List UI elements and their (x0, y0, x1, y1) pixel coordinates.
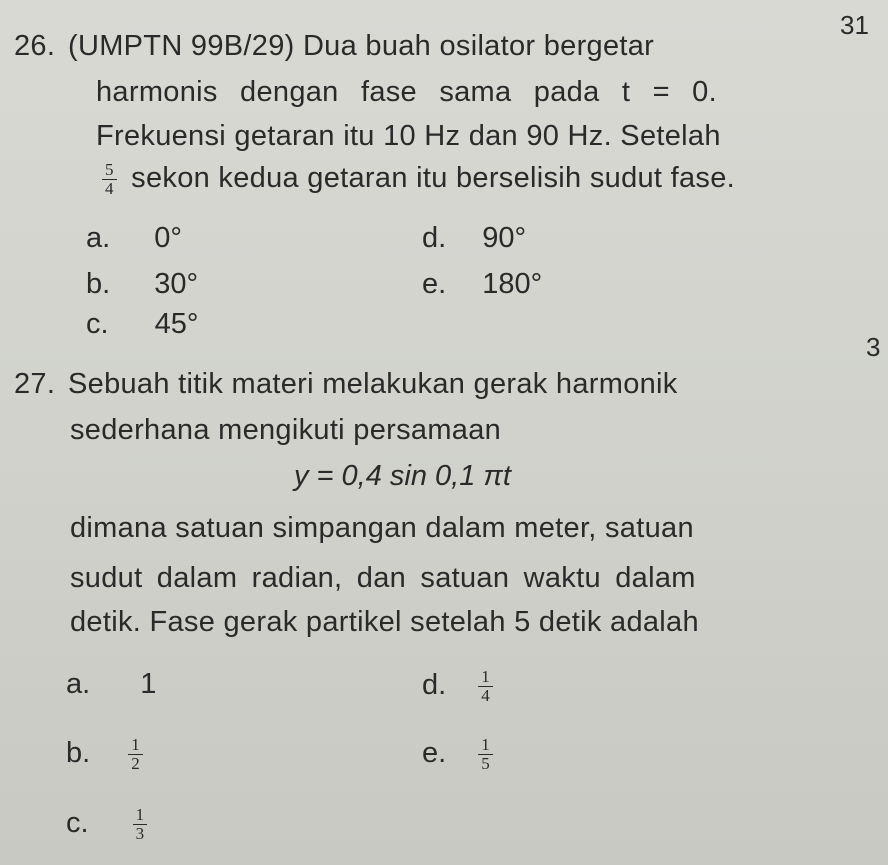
question-text: sekon kedua getaran itu berselisih sudut fase. (131, 162, 736, 194)
page-number-top: 31 (840, 10, 869, 40)
option-a (66, 668, 156, 701)
fraction-numerator: 1 (133, 806, 148, 825)
question-text-line: (UMPTN 99B/29) Dua buah osilator bergetar (68, 30, 655, 62)
page-number-side: 3 (866, 332, 881, 362)
question-text-line: Sebuah titik materi melakukan gerak harmonik (68, 368, 678, 400)
option-value: 90° (482, 222, 527, 254)
question-text-line: detik. Fase gerak partikel setelah 5 detik adalah (70, 606, 699, 638)
option-c (66, 806, 153, 843)
question-text-line: dimana satuan simpangan dalam meter, satuan (70, 512, 694, 544)
question-text-line: sudut dalam radian, dan satuan waktu dalam (70, 562, 696, 594)
fraction-numerator: 1 (478, 668, 493, 687)
option-e (422, 736, 499, 773)
question-text-line: harmonis dengan fase sama pada t = 0. (96, 76, 717, 108)
option-b (86, 268, 198, 301)
question-text-line (96, 161, 735, 198)
option-letter: c. (86, 308, 109, 340)
option-letter: b. (66, 737, 91, 769)
fraction (102, 161, 117, 198)
option-b (66, 736, 149, 773)
option-d (422, 668, 499, 705)
fraction-numerator: 1 (478, 736, 493, 755)
question-number: 26. (14, 30, 56, 62)
option-value: 180° (482, 268, 543, 300)
question-text-line: Frekuensi getaran itu 10 Hz dan 90 Hz. Setelah (96, 120, 721, 152)
question-text-line: sederhana mengikuti persamaan (70, 414, 502, 446)
fraction (128, 736, 143, 773)
question-number: 27. (14, 368, 56, 400)
option-value: 1 (140, 668, 157, 700)
fraction-numerator: 5 (102, 161, 117, 180)
option-a (86, 222, 182, 255)
fraction-denominator: 3 (135, 823, 145, 843)
equation: y = 0,4 sin 0,1 πt (294, 460, 511, 492)
option-letter: c. (66, 807, 89, 839)
fraction-denominator: 2 (131, 753, 140, 773)
option-value: 30° (154, 268, 199, 300)
option-d (422, 222, 526, 255)
fraction (478, 668, 493, 705)
fraction-denominator: 5 (481, 753, 490, 773)
option-letter: b. (86, 268, 111, 300)
fraction-numerator: 1 (128, 736, 143, 755)
fraction-denominator: 4 (481, 685, 490, 705)
option-letter: d. (422, 669, 447, 701)
option-value: 45° (154, 308, 199, 340)
fraction (478, 736, 493, 773)
option-value: 0° (154, 222, 182, 254)
option-letter: a. (66, 668, 91, 700)
option-letter: e. (422, 737, 447, 769)
option-letter: d. (422, 222, 447, 254)
option-e (422, 268, 542, 301)
fraction (133, 806, 148, 843)
option-letter: e. (422, 268, 447, 300)
option-c (86, 308, 198, 341)
fraction-denominator: 4 (105, 178, 114, 198)
option-letter: a. (86, 222, 111, 254)
